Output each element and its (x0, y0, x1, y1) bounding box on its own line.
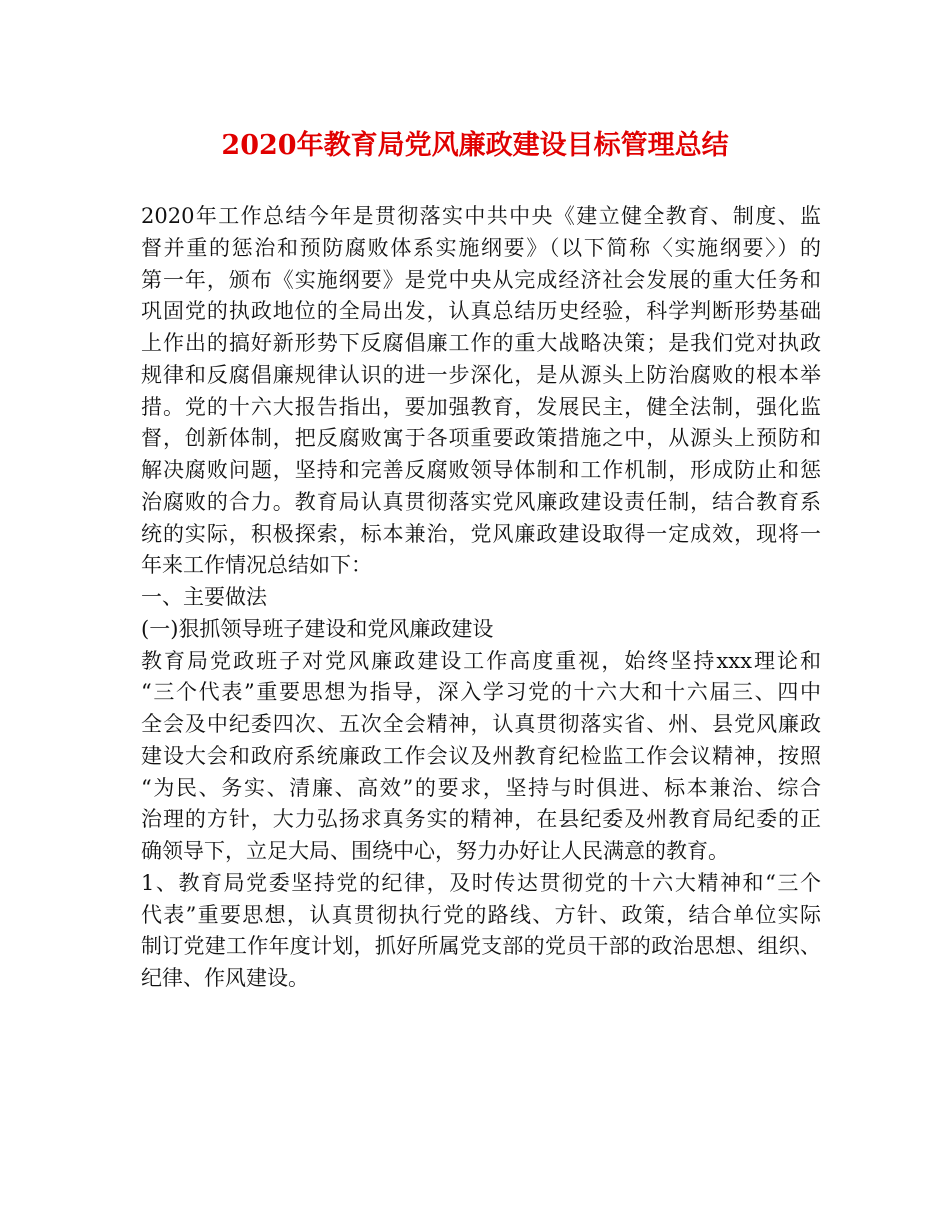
body-line: 一、主要做法 (141, 585, 267, 609)
body-line: 统的实际，积极探索，标本兼治，党风廉政建设取得一定成效，现将一 (141, 521, 821, 546)
body-line: 制订党建工作年度计划，抓好所属党支部的党员干部的政治思想、组织、 (141, 934, 821, 959)
body-line: 解决腐败问题，坚持和完善反腐败领导体制和工作机制，形成防止和惩 (141, 458, 821, 482)
body-line: 年来工作情况总结如下： (141, 553, 372, 578)
body-line: 规律和反腐倡廉规律认识的进一步深化，是从源头上防治腐败的根本举 (141, 362, 821, 387)
body-line: 督并重的惩治和预防腐败体系实施纲要》（以下简称〈实施纲要〉）的 (141, 235, 821, 260)
document-body (141, 201, 821, 995)
body-line: 治理的方针，大力弘扬求真务实的精神，在县纪委及州教育局纪委的正 (141, 807, 821, 832)
body-line: “三个代表”重要思想为指导，深入学习党的十六大和十六届三、四中 (141, 680, 821, 705)
body-line: “为民、务实、清廉、高效”的要求，坚持与时俱进、标本兼治、综合 (141, 775, 821, 800)
body-line: 教育局党政班子对党风廉政建设工作高度重视，始终坚持xxx理论和 (141, 648, 821, 673)
body-line: 确领导下，立足大局、围绕中心，努力办好让人民满意的教育。 (141, 839, 729, 863)
body-line: 代表”重要思想，认真贯彻执行党的路线、方针、政策，结合单位实际 (141, 902, 821, 927)
body-line: 1、教育局党委坚持党的纪律，及时传达贯彻党的十六大精神和“三个 (141, 870, 821, 895)
body-line: 全会及中纪委四次、五次全会精神，认真贯彻落实省、州、县党风廉政 (141, 712, 821, 736)
body-line: 第一年，颁布《实施纲要》是党中央从完成经济社会发展的重大任务和 (141, 267, 821, 292)
body-line: 治腐败的合力。教育局认真贯彻落实党风廉政建设责任制，结合教育系 (141, 489, 821, 514)
body-line: 2020年工作总结今年是贯彻落实中共中央《建立健全教育、制度、监 (141, 204, 821, 228)
body-line: 纪律、作风建设。 (141, 966, 309, 990)
body-line: (一)狠抓领导班子建设和党风廉政建设 (141, 616, 494, 641)
body-line: 建设大会和政府系统廉政工作会议及州教育纪检监工作会议精神，按照 (141, 743, 821, 768)
body-line: 督，创新体制，把反腐败寓于各项重要政策措施之中，从源头上预防和 (141, 426, 821, 451)
body-line: 措。党的十六大报告指出，要加强教育，发展民主，健全法制，强化监 (141, 394, 821, 419)
body-line: 上作出的搞好新形势下反腐倡廉工作的重大战略决策；是我们党对执政 (141, 331, 821, 355)
body-line: 巩固党的执政地位的全局出发，认真总结历史经验，科学判断形势基础 (141, 299, 821, 324)
document-title: 2020年教育局党风廉政建设目标管理总结 (221, 130, 729, 161)
